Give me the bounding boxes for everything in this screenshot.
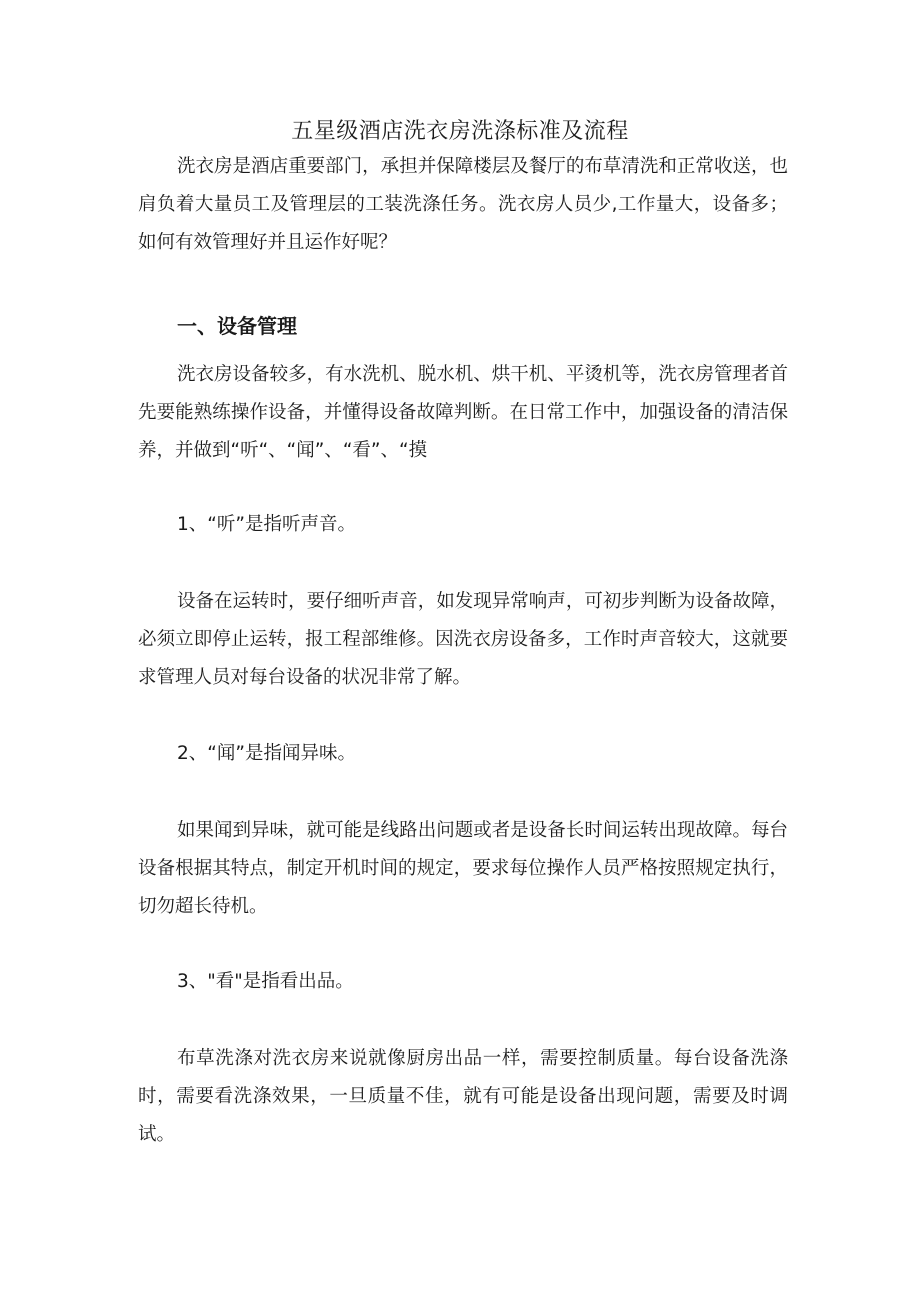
item-text-listen: 设备在运转时，要仔细听声音，如发现异常响声，可初步判断为设备故障，必须立即停止运转，报工程部维修。因洗衣房设备多，工作时声音较大，这就要求管理人员对每台设备的状况非常了解。 [138,591,788,688]
item-label-smell: 2、“闻”是指闻异味。 [177,743,356,764]
item-label-listen: 1、“听”是指听声音。 [177,514,356,535]
section-intro-paragraph: 洗衣房设备较多，有水洗机、脱水机、烘干机、平烫机等，洗衣房管理者首先要能熟练操作设备，并懂得设备故障判断。在日常工作中，加强设备的清洁保养，并做到“听“、“闻”、“看”、“摸 [138,364,788,461]
intro-paragraph: 洗衣房是酒店重要部门，承担并保障楼层及餐厅的布草清洗和正常收送，也肩负着大量员工及管理层的工装洗涤任务。洗衣房人员少,工作量大，设备多；如何有效管理好并且运作好呢？ [138,156,788,253]
section-heading-equipment: 一、设备管理 [177,314,297,338]
item-text-smell: 如果闻到异味，就可能是线路出问题或者是设备长时间运转出现故障。每台设备根据其特点，制定开机时间的规定，要求每位操作人员严格按照规定执行，切勿超长待机。 [138,820,788,917]
item-text-look: 布草洗涤对洗衣房来说就像厨房出品一样，需要控制质量。每台设备洗涤时，需要看洗涤效果，一旦质量不佳，就有可能是设备出现问题，需要及时调试。 [138,1048,788,1145]
document-title: 五星级酒店洗衣房洗涤标准及流程 [291,119,629,144]
item-label-look: 3、"看"是指看出品。 [177,971,354,992]
